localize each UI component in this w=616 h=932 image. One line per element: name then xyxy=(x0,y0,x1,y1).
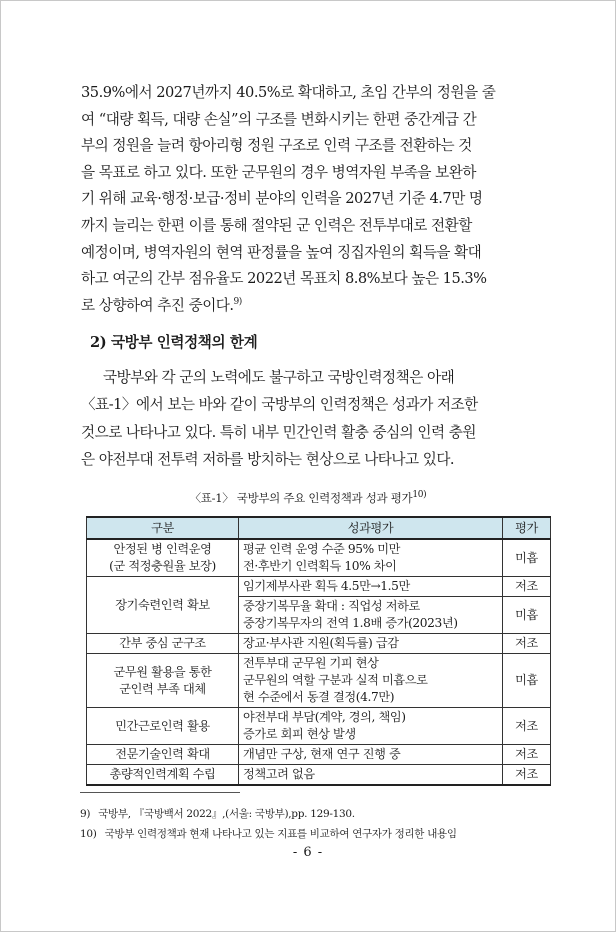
category-cell xyxy=(87,765,239,786)
category-line: 총량적인력계획 수립 xyxy=(109,767,216,781)
detail-line: 야전부대 부담(계약, 경의, 책임) xyxy=(243,710,406,724)
footnote-ref-9[interactable]: 9) xyxy=(233,296,242,307)
category-cell xyxy=(87,539,239,577)
footnote-divider xyxy=(80,792,240,793)
rating-cell: 저조 xyxy=(503,577,551,597)
detail-line: 평균 인력 운영 수준 95% 미만 xyxy=(243,542,400,556)
category-line: 안정된 병 인력운영 xyxy=(113,542,212,556)
category-line: 군인력 부족 대체 xyxy=(119,681,206,696)
paragraph-line: 것으로 나타나고 있다. 특히 내부 민간인력 활충 중심의 인력 충원 xyxy=(81,423,476,441)
category-line: (군 적정충원율 보장) xyxy=(109,559,216,573)
detail-cell xyxy=(239,597,503,634)
paragraph-line: 예정이며, 병역자원의 현역 판정률을 높여 징집자원의 획득을 확대 xyxy=(81,243,482,261)
detail-line: 개념만 구상, 현재 연구 진행 중 xyxy=(243,747,401,761)
page-number: - 6 - xyxy=(292,845,324,860)
detail-cell xyxy=(239,577,503,597)
detail-line: 전투부대 군무원 기피 현상 xyxy=(243,656,379,670)
paragraph-line: 35.9%에서 2027년까지 40.5%로 확대하고, 초임 간부의 정원을 줄 xyxy=(81,84,496,101)
detail-line: 임기제부사관 획득 4.5만→1.5만 xyxy=(243,579,410,593)
detail-cell xyxy=(239,708,503,745)
rating-cell: 미흡 xyxy=(503,539,551,577)
paragraph-line: 여 “대량 획득, 대량 손실”의 구조를 변화시키는 한편 중간계급 간 xyxy=(81,110,477,128)
rating-cell: 저조 xyxy=(503,745,551,765)
footnote-number: 10) xyxy=(80,828,97,840)
detail-line: 정책고려 없음 xyxy=(243,767,315,781)
paragraph-line xyxy=(81,293,551,320)
detail-cell xyxy=(239,634,503,654)
paragraph-line: 을 목표로 하고 있다. 또한 군무원의 경우 병역자원 부족을 보완하 xyxy=(81,163,476,181)
detail-line: 증가로 회피 현상 발생 xyxy=(243,727,356,741)
rating-cell: 미흡 xyxy=(503,654,551,708)
detail-line: 장교·부사관 지원(획득률) 급감 xyxy=(243,636,399,650)
table-row xyxy=(87,654,551,708)
paragraph-line: 국방부와 각 군의 노력에도 불구하고 국방인력정책은 아래 xyxy=(103,369,455,386)
table-row xyxy=(87,708,551,745)
category-line: 간부 중심 군구조 xyxy=(119,636,206,650)
detail-cell xyxy=(239,765,503,786)
detail-line: 중장기복무율 확대 : 직업성 저하로 xyxy=(243,599,420,613)
paragraph-line-text: 로 상향하여 추진 중이다. xyxy=(81,296,234,314)
footnote-9 xyxy=(80,806,355,821)
category-cell xyxy=(87,745,239,765)
paragraph-line: 까지 늘리는 한편 이를 통해 절약된 군 인력은 전투부대로 전환할 xyxy=(81,216,472,234)
paragraph-line: 기 위해 교육·행정·보급·정비 분야의 인력을 2027년 기준 4.7만 명 xyxy=(81,190,483,208)
category-cell xyxy=(87,634,239,654)
table-header-row xyxy=(87,517,551,539)
section-heading: 2) 국방부 인력정책의 한계 xyxy=(90,334,258,351)
detail-cell xyxy=(239,654,503,708)
rating-cell: 저조 xyxy=(503,634,551,654)
rating-cell: 미흡 xyxy=(503,597,551,634)
header-category: 구분 xyxy=(87,517,239,539)
category-line: 전문기술인력 확대 xyxy=(115,747,210,761)
detail-line: 현 수준에서 동결 결정(4.7만) xyxy=(243,690,395,704)
detail-line: 군무원의 역할 구분과 실적 미흡으로 xyxy=(243,673,428,687)
detail-cell xyxy=(239,539,503,577)
footnote-10 xyxy=(80,826,457,841)
header-rating: 평가 xyxy=(503,517,551,539)
footnote-text: 국방부 인력정책과 현재 나타나고 있는 지표를 비교하여 연구자가 정리한 내용임 xyxy=(104,828,457,840)
table-row xyxy=(87,577,551,597)
body-paragraph-1 xyxy=(81,80,551,319)
category-cell xyxy=(87,654,239,708)
category-line: 군무원 활용을 통한 xyxy=(113,664,212,679)
header-evaluation-detail: 성과평가 xyxy=(239,517,503,539)
paragraph-line: 은 야전부대 전투력 저하를 방치하는 현상으로 나타나고 있다. xyxy=(81,450,455,468)
rating-cell: 저조 xyxy=(503,708,551,745)
paragraph-line: 〈표-1〉에서 보는 바와 같이 국방부의 인력정책은 성과가 저조한 xyxy=(81,396,478,414)
table-row xyxy=(87,634,551,654)
rating-cell: 저조 xyxy=(503,765,551,786)
table-row xyxy=(87,539,551,577)
table-caption xyxy=(0,490,616,506)
category-cell xyxy=(87,577,239,634)
body-paragraph-2 xyxy=(81,364,551,473)
footnote-text: 국방부, 『국방백서 2022』,(서울: 국방부),pp. 129-130. xyxy=(98,808,355,820)
policy-evaluation-table xyxy=(86,516,551,786)
table-row xyxy=(87,745,551,765)
detail-line: 전·후반기 인력획득 10% 차이 xyxy=(243,559,397,573)
detail-cell xyxy=(239,745,503,765)
footnote-number: 9) xyxy=(80,808,91,820)
table-caption-text: 〈표-1〉 국방부의 주요 인력정책과 성과 평가 xyxy=(189,491,413,505)
category-line: 장기숙련인력 확보 xyxy=(115,597,210,612)
paragraph-line: 하고 여군의 간부 점유율도 2022년 목표치 8.8%보다 높은 15.3% xyxy=(81,270,487,288)
footnote-ref-10[interactable]: 10) xyxy=(412,490,427,501)
paragraph-line: 부의 정원을 늘려 항아리형 정원 구조로 인력 구조를 전환하는 것 xyxy=(81,137,472,155)
table-row xyxy=(87,765,551,786)
category-line: 민간근로인력 활용 xyxy=(115,718,210,733)
category-cell xyxy=(87,708,239,745)
detail-line: 중장기복무자의 전역 1.8배 증가(2023년) xyxy=(243,616,458,630)
